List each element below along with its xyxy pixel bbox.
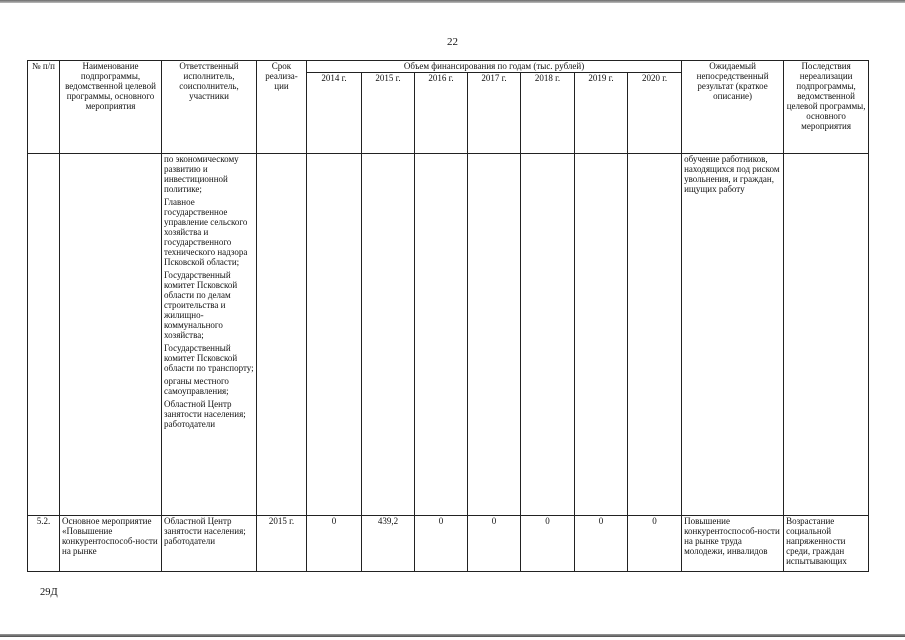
header-year: 2020 г. [628,73,682,154]
cell-num: 5.2. [28,516,60,572]
responsible-paragraph: Областной Центр занятости населения; работодатели [164,399,246,429]
cell-year-value [575,154,628,516]
cell-term: 2015 г. [257,516,307,572]
cell-consequences [784,154,869,516]
cell-year-value: 0 [468,516,521,572]
header-year: 2014 г. [307,73,362,154]
cell-expected-result: Повышение конкурентоспособ-ности на рынке труда молодежи, инвалидов [682,516,784,572]
responsible-paragraph: органы местного самоуправления; [164,376,229,396]
cell-year-value: 0 [575,516,628,572]
header-year: 2019 г. [575,73,628,154]
header-year: 2017 г. [468,73,521,154]
cell-responsible [162,154,257,516]
cell-year-value: 0 [415,516,468,572]
header-year: 2015 г. [362,73,415,154]
cell-name [60,154,162,516]
header-row [28,61,869,73]
cell-year-value [415,154,468,516]
cell-year-value: 0 [307,516,362,572]
cell-consequences: Возрастание социальной напряженности среди, граждан испытывающих [784,516,869,572]
responsible-paragraph: Главное государственное управление сельского хозяйства и государственного технического надзора Псковской области; [164,197,248,267]
header-responsible: Ответственный исполнитель, соисполнитель, участники [162,61,257,154]
cell-year-value [521,154,575,516]
table-row-continuation [28,154,869,516]
page-number: 22 [447,36,458,48]
header-funding-group: Объем финансирования по годам (тыс. рублей) [307,61,682,73]
header-name: Наименование подпрограммы, ведомственной целевой программы, основного мероприятия [60,61,162,154]
cell-year-value [628,154,682,516]
header-expected-result: Ожидаемый непосредственный результат (краткое описание) [682,61,784,154]
cell-year-value [468,154,521,516]
cell-responsible: Областной Центр занятости населения; работодатели [162,516,257,572]
responsible-paragraph: по экономическому развитию и инвестиционной политике; [164,154,239,194]
table-row-5-2 [28,516,869,572]
header-year: 2016 г. [415,73,468,154]
cell-year-value: 0 [521,516,575,572]
responsible-paragraph: Государственный комитет Псковской области по делам строительства и жилищно-коммунального хозяйства; [164,270,238,340]
scan-top-edge [0,0,905,3]
document-code: 29Д [40,587,58,598]
responsible-paragraph: Государственный комитет Псковской области по транспорту; [164,343,254,373]
cell-term [257,154,307,516]
header-consequences: Последствия нереализации подпрограммы, ведомственной целевой программы, основного мероприятия [784,61,869,154]
cell-num [28,154,60,516]
program-table [27,60,869,572]
cell-year-value [362,154,415,516]
scan-bottom-edge [0,634,905,637]
header-num: № п/п [28,61,60,154]
header-year: 2018 г. [521,73,575,154]
cell-expected-result: обучение работников, находящихся под риском увольнения, и граждан, ищущих работу [682,154,784,516]
cell-name: Основное мероприятие «Повышение конкурентоспособ-ности на рынке [60,516,162,572]
cell-year-value: 439,2 [362,516,415,572]
cell-year-value [307,154,362,516]
header-term: Срок реализа-ции [257,61,307,154]
cell-year-value: 0 [628,516,682,572]
